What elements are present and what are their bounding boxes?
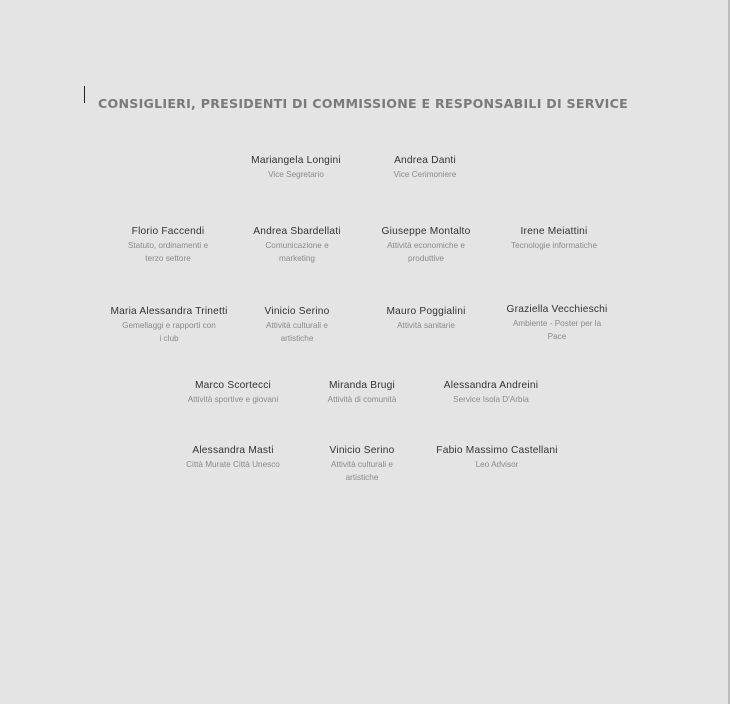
member-card [474, 225, 634, 252]
member-role: Attività sportive e giovani [187, 395, 279, 404]
member-role: Statuto, ordinamenti e terzo settore [127, 241, 209, 263]
member-role: Vice Segretario [268, 170, 324, 179]
member-role: Attività culturali e artistiche [266, 321, 328, 343]
member-role: Città Murate Città Unesco [186, 460, 280, 469]
member-role: Attività di comunità [327, 395, 397, 404]
member-card [411, 379, 571, 406]
member-role: Attività sanitarie [397, 321, 455, 330]
member-role: Leo Advisor [475, 460, 519, 469]
member-name: Mauro Poggialini [386, 306, 466, 317]
member-role: Service Isola D'Arbia [453, 395, 529, 404]
member-name: Alessandra Andreini [443, 380, 539, 391]
member-name: Mariangela Longini [251, 155, 341, 166]
member-name: Alessandra Masti [192, 445, 274, 456]
member-name: Vinicio Serino [329, 445, 395, 456]
member-role: Tecnologie informatiche [510, 241, 597, 250]
member-name: Florio Faccendi [131, 226, 205, 237]
member-name: Maria Alessandra Trinetti [110, 306, 228, 317]
section-heading: CONSIGLIERI, PRESIDENTI DI COMMISSIONE E RESPONSABILI DI SERVICE [98, 96, 628, 111]
member-name: Fabio Massimo Castellani [436, 445, 558, 456]
member-role: Vice Cerimoniere [393, 170, 457, 179]
member-card [417, 444, 577, 471]
member-name: Andrea Danti [394, 155, 456, 166]
member-name: Andrea Sbardellati [253, 226, 341, 237]
member-name: Vinicio Serino [264, 306, 330, 317]
member-card [477, 303, 637, 343]
member-role: Gemellaggi e rapporti con i club [122, 321, 216, 343]
member-card [345, 154, 505, 181]
member-name: Giuseppe Montalto [381, 226, 471, 237]
member-name: Marco Scortecci [194, 380, 272, 391]
member-name: Miranda Brugi [328, 380, 396, 391]
member-role: Ambiente - Poster per la Pace [512, 319, 602, 341]
member-role: Attività economiche e produttive [387, 241, 465, 263]
member-role: Comunicazione e marketing [265, 241, 329, 263]
member-name: Irene Meiattini [520, 226, 588, 237]
member-name: Graziella Vecchieschi [506, 304, 608, 315]
member-role: Attività culturali e artistiche [331, 460, 393, 482]
